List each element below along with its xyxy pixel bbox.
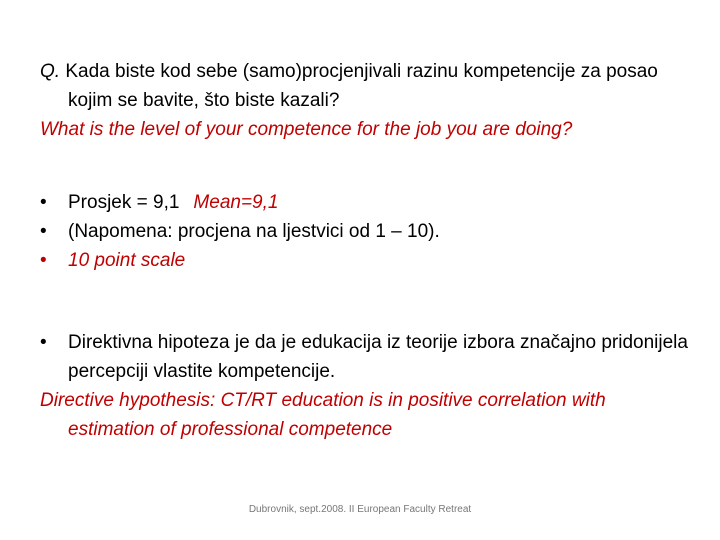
list-item-hypothesis xyxy=(40,328,690,386)
question-label: Q. xyxy=(40,61,61,82)
hypothesis-block xyxy=(40,328,690,444)
mean-hr: Prosjek = 9,1 xyxy=(68,192,180,213)
bullet-icon: • xyxy=(40,192,47,213)
list-item-scale xyxy=(40,246,690,275)
note-hr: (Napomena: procjena na ljestvici od 1 – 10). xyxy=(68,221,440,242)
bullet-icon: • xyxy=(40,332,47,353)
list-item-note xyxy=(40,217,690,246)
question-text-hr: Kada biste kod sebe (samo)procjenjivali razinu kompetencije za posao kojim se bavite, što biste kazali? xyxy=(65,61,658,111)
slide-footer: Dubrovnik, sept.2008. II European Faculty Retreat xyxy=(248,504,472,515)
question-hr xyxy=(40,57,690,115)
hypothesis-hr: Direktivna hipoteza je da je edukacija iz teorije izbora značajno pridonijela percepciji vlastite kompetencije. xyxy=(68,332,688,382)
question-block xyxy=(40,57,690,144)
question-text-en: What is the level of your competence for the job you are doing? xyxy=(40,119,573,140)
results-list xyxy=(40,188,690,275)
hypothesis-en: Directive hypothesis: CT/RT education is in positive correlation with estimation of professional competence xyxy=(40,390,606,440)
list-item-mean xyxy=(40,188,690,217)
bullet-icon: • xyxy=(40,250,47,271)
bullet-icon: • xyxy=(40,221,47,242)
mean-en: Mean=9,1 xyxy=(193,192,279,213)
note-en: 10 point scale xyxy=(68,250,186,271)
